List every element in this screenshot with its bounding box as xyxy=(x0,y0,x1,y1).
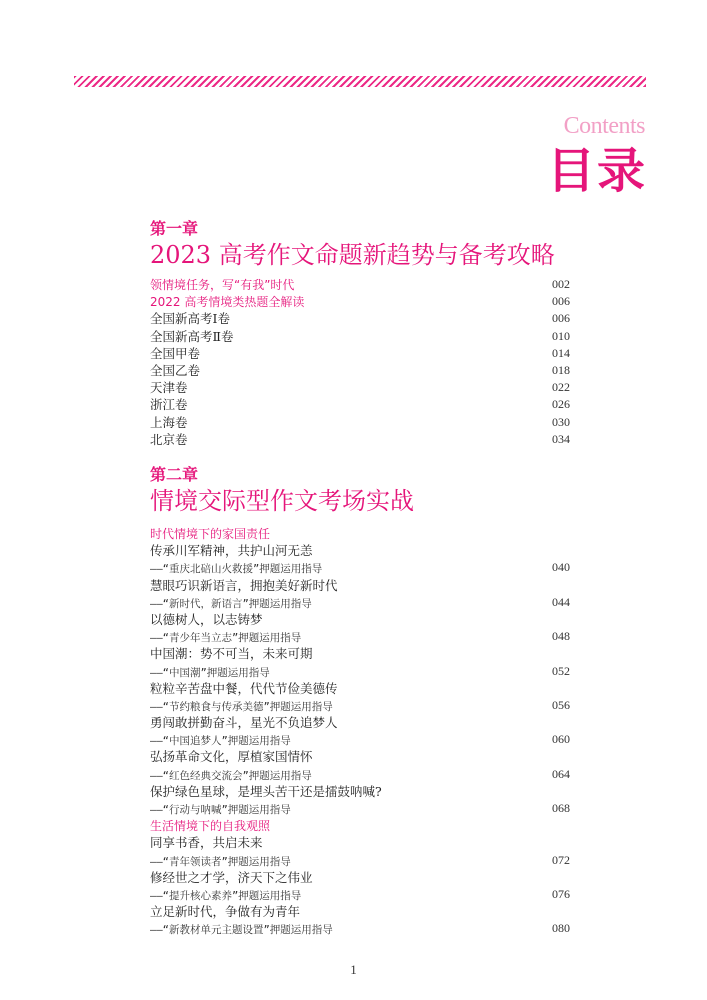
chapter-1-heading xyxy=(150,218,570,270)
toc-entry-title: ——“青少年当立志”押题运用指导 xyxy=(150,632,302,645)
toc-entry-page-number: 060 xyxy=(552,732,570,747)
toc-entry-title: 立足新时代，争做有为青年 xyxy=(150,904,301,920)
toc-entry[interactable] xyxy=(150,903,570,920)
toc-entry-page-number: 056 xyxy=(552,697,570,712)
toc-entry[interactable] xyxy=(150,645,570,662)
chapter-1-title: 2023 高考作文命题新趋势与备考攻略 xyxy=(150,241,555,269)
toc-entry-page-number: 002 xyxy=(552,277,570,291)
toc-entry[interactable] xyxy=(150,276,570,293)
toc-entry-title: ——“中国追梦人”押题运用指导 xyxy=(150,735,291,748)
toc-entry[interactable] xyxy=(150,431,570,448)
toc-entry-title: ——“行动与呐喊”押题运用指导 xyxy=(150,804,291,816)
toc-entry-page-number: 030 xyxy=(552,414,570,429)
toc-entry[interactable] xyxy=(150,680,570,697)
toc-entry-title: ——“新教材单元主题设置”押题运用指导 xyxy=(150,924,333,937)
toc-entry-title: 全国新高考Ⅰ卷 xyxy=(150,311,230,327)
toc-entry-title: 同享书香，共启未来 xyxy=(150,835,263,851)
toc-entry[interactable] xyxy=(150,396,570,413)
chapter-2-entries xyxy=(150,525,570,938)
toc-entry[interactable] xyxy=(150,834,570,851)
toc-entry[interactable] xyxy=(150,783,570,800)
toc-entry[interactable] xyxy=(150,748,570,765)
toc-entry-page-number: 034 xyxy=(552,431,570,446)
chapter-2-title: 情境交际型作文考场实战 xyxy=(150,487,414,515)
toc-entry[interactable] xyxy=(150,345,570,362)
toc-entry-title: ——“红色经典交流会”押题运用指导 xyxy=(150,769,312,782)
toc-entry-title: 2022 高考情境类热题全解读 xyxy=(150,295,305,310)
toc-entry-page-number: 026 xyxy=(552,397,570,412)
toc-entry-title: 勇闯敢拼勤奋斗，星光不负追梦人 xyxy=(150,715,338,731)
toc-entry-title: ——“提升核心素养”押题运用指导 xyxy=(150,889,302,902)
toc-entry-title: 浙江卷 xyxy=(150,397,188,413)
toc-entry-title: ——“重庆北碚山火救援”押题运用指导 xyxy=(150,563,323,576)
toc-entry-page-number: 010 xyxy=(552,328,570,343)
chapter-2-heading xyxy=(150,464,570,516)
toc-entry-title: ——“新时代，新语言”押题运用指导 xyxy=(150,597,312,610)
toc-entry[interactable] xyxy=(150,559,570,576)
toc-entry[interactable] xyxy=(150,800,570,817)
toc-entry[interactable] xyxy=(150,525,570,542)
toc-entry[interactable] xyxy=(150,577,570,594)
toc-entry-title: 以德树人，以志铸梦 xyxy=(150,611,263,627)
toc-entry[interactable] xyxy=(150,542,570,559)
toc-entry[interactable] xyxy=(150,766,570,783)
contents-chinese-heading: 目录 xyxy=(546,143,647,199)
toc-entry-title: 全国乙卷 xyxy=(150,362,201,378)
chapter-2-label: 第二章 xyxy=(150,465,199,484)
toc-entry-title: 生活情境下的自我观照 xyxy=(150,819,271,834)
toc-entry[interactable] xyxy=(150,310,570,327)
toc-entry[interactable] xyxy=(150,293,570,310)
toc-entry-page-number: 006 xyxy=(552,294,570,309)
toc-entry-page-number: 048 xyxy=(552,629,570,644)
toc-entry-title: 时代情境下的家国责任 xyxy=(150,527,271,541)
toc-entry[interactable] xyxy=(150,920,570,937)
chapter-1-label: 第一章 xyxy=(150,219,199,238)
toc-entry-page-number: 076 xyxy=(552,886,570,901)
toc-entry[interactable] xyxy=(150,328,570,345)
toc-entry-page-number: 018 xyxy=(552,362,570,377)
toc-entry-page-number: 052 xyxy=(552,663,570,678)
toc-entry-page-number: 040 xyxy=(552,560,570,575)
toc-entry[interactable] xyxy=(150,869,570,886)
toc-entry-title: 粒粒辛苦盘中餐，代代节俭美德传 xyxy=(150,680,338,696)
toc-entry[interactable] xyxy=(150,611,570,628)
toc-entry-page-number: 064 xyxy=(552,766,570,781)
toc-entry-title: 中国潮：势不可当，未来可期 xyxy=(150,646,313,662)
toc-entry[interactable] xyxy=(150,362,570,379)
toc-entry[interactable] xyxy=(150,379,570,396)
toc-entry-title: 传承川军精神，共护山河无恙 xyxy=(150,543,313,559)
toc-entry-page-number: 022 xyxy=(552,380,570,395)
toc-entry-title: 弘扬革命文化，厚植家国情怀 xyxy=(150,749,313,765)
toc-entry[interactable] xyxy=(150,852,570,869)
toc-entry-page-number: 072 xyxy=(552,852,570,867)
toc-entry[interactable] xyxy=(150,697,570,714)
toc-entry-title: 上海卷 xyxy=(150,414,188,430)
toc-entry-title: ——“中国潮”押题运用指导 xyxy=(150,666,270,679)
toc-entry[interactable] xyxy=(150,628,570,645)
page-number: 1 xyxy=(350,962,357,977)
toc-entry-title: 领情境任务，写“有我”时代 xyxy=(150,278,295,292)
decorative-stripe-bar xyxy=(74,76,646,87)
toc-entry-page-number: 006 xyxy=(552,311,570,326)
toc-entry-title: 北京卷 xyxy=(150,431,188,447)
chapter-1-entries xyxy=(150,276,570,448)
toc-entry[interactable] xyxy=(150,731,570,748)
toc-entry[interactable] xyxy=(150,714,570,731)
toc-entry-title: 全国新高考Ⅱ卷 xyxy=(150,328,234,344)
toc-entry[interactable] xyxy=(150,817,570,834)
toc-entry-page-number: 044 xyxy=(552,594,570,609)
toc-entry[interactable] xyxy=(150,663,570,680)
toc-entry-page-number: 068 xyxy=(552,801,570,815)
toc-entry-title: 保护绿色星球，是埋头苦干还是擂鼓呐喊? xyxy=(150,783,382,799)
toc-entry-title: 慧眼巧识新语言，拥抱美好新时代 xyxy=(150,577,338,593)
toc-entry-title: 全国甲卷 xyxy=(150,345,201,361)
contents-english-heading: Contents xyxy=(563,113,645,139)
toc-entry[interactable] xyxy=(150,886,570,903)
toc-entry[interactable] xyxy=(150,594,570,611)
toc-entry-title: 天津卷 xyxy=(150,380,188,396)
toc-entry-title: ——“节约粮食与传承美德”押题运用指导 xyxy=(150,700,333,713)
toc-entry[interactable] xyxy=(150,414,570,431)
toc-entry-page-number: 080 xyxy=(552,921,570,936)
toc-entry-title: ——“青年领读者”押题运用指导 xyxy=(150,855,291,868)
toc-entry-page-number: 014 xyxy=(552,345,570,360)
toc-entry-title: 修经世之才学，济天下之伟业 xyxy=(150,869,313,885)
